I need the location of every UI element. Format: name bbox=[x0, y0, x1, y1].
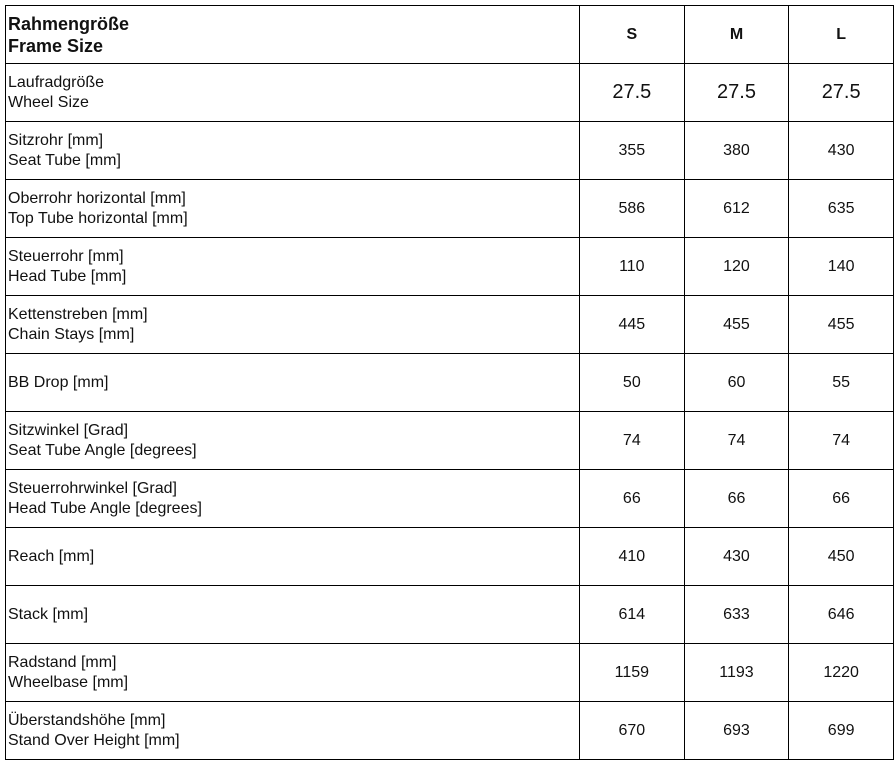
value-cell-s: 74 bbox=[580, 412, 685, 470]
row-label-en: Seat Tube Angle [degrees] bbox=[8, 441, 197, 459]
value-cell-m: 455 bbox=[684, 296, 789, 354]
value-cell-s: 614 bbox=[580, 586, 685, 644]
row-label-en: Wheel Size bbox=[8, 93, 89, 111]
table-row bbox=[6, 412, 894, 470]
row-label bbox=[6, 644, 580, 702]
row-label-en: Stand Over Height [mm] bbox=[8, 731, 180, 749]
value-cell-s: 355 bbox=[580, 122, 685, 180]
row-label bbox=[6, 354, 580, 412]
table-row bbox=[6, 64, 894, 122]
row-label bbox=[6, 238, 580, 296]
row-label-de: Oberrohr horizontal [mm] bbox=[8, 189, 186, 207]
row-label-de: Kettenstreben [mm] bbox=[8, 305, 148, 323]
value-cell-s: 110 bbox=[580, 238, 685, 296]
table-row bbox=[6, 238, 894, 296]
row-label-de: Überstandshöhe [mm] bbox=[8, 711, 166, 729]
row-label-de: Sitzrohr [mm] bbox=[8, 131, 104, 149]
table-row bbox=[6, 180, 894, 238]
value-cell-s: 586 bbox=[580, 180, 685, 238]
value-cell-l: 66 bbox=[789, 470, 894, 528]
value-cell-s: 670 bbox=[580, 702, 685, 760]
value-cell-s: 410 bbox=[580, 528, 685, 586]
frame-size-header bbox=[6, 6, 580, 64]
value-cell-m: 74 bbox=[684, 412, 789, 470]
size-header-l: L bbox=[789, 6, 894, 64]
frame-size-label-en: Frame Size bbox=[8, 35, 104, 56]
value-cell-m: 430 bbox=[684, 528, 789, 586]
table-row bbox=[6, 470, 894, 528]
value-cell-s: 1159 bbox=[580, 644, 685, 702]
value-cell-m: 693 bbox=[684, 702, 789, 760]
value-cell-s: 66 bbox=[580, 470, 685, 528]
size-header-m: M bbox=[684, 6, 789, 64]
row-label bbox=[6, 412, 580, 470]
table-row bbox=[6, 354, 894, 412]
size-header-s: S bbox=[580, 6, 685, 64]
table-row bbox=[6, 586, 894, 644]
value-cell-l: 450 bbox=[789, 528, 894, 586]
row-label-de: Reach [mm] bbox=[8, 547, 95, 565]
value-cell-s: 445 bbox=[580, 296, 685, 354]
row-label-en: Chain Stays [mm] bbox=[8, 325, 135, 343]
row-label bbox=[6, 180, 580, 238]
value-cell-m: 1193 bbox=[684, 644, 789, 702]
value-cell-m: 120 bbox=[684, 238, 789, 296]
row-label bbox=[6, 586, 580, 644]
value-cell-m: 633 bbox=[684, 586, 789, 644]
frame-size-label-de: Rahmengröße bbox=[8, 13, 130, 34]
row-label-de: Steuerrohrwinkel [Grad] bbox=[8, 479, 177, 497]
value-cell-l: 455 bbox=[789, 296, 894, 354]
row-label-de: Sitzwinkel [Grad] bbox=[8, 421, 129, 439]
value-cell-l: 55 bbox=[789, 354, 894, 412]
value-cell-l: 1220 bbox=[789, 644, 894, 702]
value-cell-l: 646 bbox=[789, 586, 894, 644]
row-label bbox=[6, 296, 580, 354]
value-cell-m: 380 bbox=[684, 122, 789, 180]
value-cell-m: 66 bbox=[684, 470, 789, 528]
row-label-en: Seat Tube [mm] bbox=[8, 151, 121, 169]
value-cell-l: 27.5 bbox=[789, 64, 894, 122]
value-cell-m: 60 bbox=[684, 354, 789, 412]
row-label-de: Steuerrohr [mm] bbox=[8, 247, 124, 265]
row-label-de: Stack [mm] bbox=[8, 605, 89, 623]
table-row bbox=[6, 702, 894, 760]
row-label bbox=[6, 64, 580, 122]
row-label-en: Head Tube [mm] bbox=[8, 267, 127, 285]
value-cell-s: 27.5 bbox=[580, 64, 685, 122]
row-label bbox=[6, 122, 580, 180]
table-row bbox=[6, 122, 894, 180]
row-label bbox=[6, 528, 580, 586]
row-label bbox=[6, 702, 580, 760]
geometry-table bbox=[5, 5, 894, 760]
row-label bbox=[6, 470, 580, 528]
table-row bbox=[6, 644, 894, 702]
value-cell-l: 430 bbox=[789, 122, 894, 180]
value-cell-l: 635 bbox=[789, 180, 894, 238]
row-label-en: Wheelbase [mm] bbox=[8, 673, 129, 691]
value-cell-l: 140 bbox=[789, 238, 894, 296]
row-label-de: Laufradgröße bbox=[8, 73, 105, 91]
value-cell-l: 699 bbox=[789, 702, 894, 760]
value-cell-l: 74 bbox=[789, 412, 894, 470]
row-label-de: Radstand [mm] bbox=[8, 653, 117, 671]
header-row bbox=[6, 6, 894, 64]
geometry-table-body bbox=[6, 6, 894, 760]
table-row bbox=[6, 528, 894, 586]
value-cell-m: 612 bbox=[684, 180, 789, 238]
row-label-en: Head Tube Angle [degrees] bbox=[8, 499, 202, 517]
value-cell-m: 27.5 bbox=[684, 64, 789, 122]
value-cell-s: 50 bbox=[580, 354, 685, 412]
table-row bbox=[6, 296, 894, 354]
row-label-en: Top Tube horizontal [mm] bbox=[8, 209, 188, 227]
row-label-de: BB Drop [mm] bbox=[8, 373, 109, 391]
